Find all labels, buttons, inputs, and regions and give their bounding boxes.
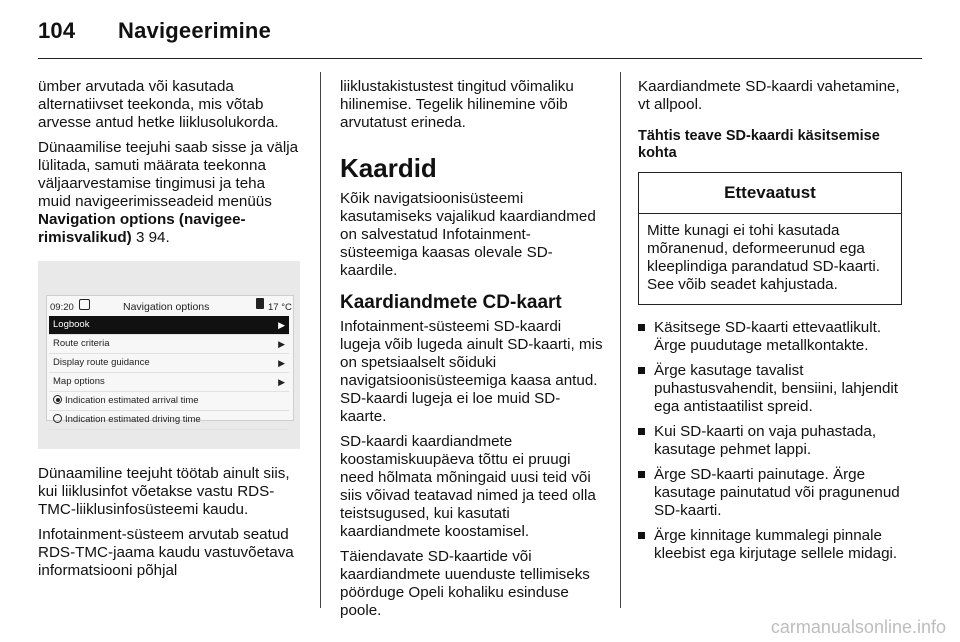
list-item (638, 362, 902, 416)
column-3 (638, 78, 902, 570)
radio-arrival-time[interactable] (49, 392, 289, 411)
column-divider (320, 72, 321, 608)
chevron-right-icon: ▶ (278, 339, 285, 349)
chevron-right-icon: ▶ (278, 320, 285, 330)
bullet-square-icon (638, 367, 645, 374)
paragraph: SD-kaardi kaardiandmete koostamiskuupäeva tõttu ei pruugi need hõlmata mõningaid uusi teid või siis võivad teatavad nimed ja teed olla teistsugused, kui kasutati kaardiandmete koostamisel. (340, 433, 596, 540)
menu-item-logbook[interactable] (49, 316, 289, 335)
watermark: carmanualsonline.info (770, 617, 946, 637)
list-item-text: Ärge SD-kaarti painutage. Ärge kasutage painutatud või pragunenud SD-kaarti. (654, 466, 900, 519)
list-item (638, 423, 902, 459)
bullet-square-icon (638, 324, 645, 331)
paragraph: Kõik navigatsioonisüsteemi kasutamiseks vajalikud kaardiandmed on salvestatud Infotainment-süsteemiga kaasas olevale SD-kaardile. (340, 190, 596, 279)
bullet-square-icon (638, 532, 645, 539)
paragraph: Infotainment-süsteem arvutab seatud RDS-TMC-jaama kaudu vastuvõetava informatsiooni põhjal (38, 526, 294, 579)
radio-label: Indication estimated driving time (65, 414, 201, 425)
list-item-text: Ärge kinnitage kummalegi pinnale kleebist ega kirjutage sellele midagi. (654, 527, 898, 562)
caution-body: Mitte kunagi ei tohi kasutada mõranenud, deformeerunud ega kleeplindiga parandatud SD-kaarti. See võib seadet kahjustada. (647, 222, 881, 293)
list-item-text: Käsitsege SD-kaarti ettevaatlikult. Ärge puudutage metallkontakte. (654, 319, 882, 354)
caution-box (638, 172, 902, 305)
page-reference: 3 94. (135, 229, 170, 246)
menu-item-map-options[interactable] (49, 373, 289, 392)
paragraph: Täiendavate SD-kaartide või kaardiandmete uuenduste tellimiseks pöörduge Opeli kohaliku esinduse poole. (340, 548, 590, 619)
menu-item-label: Logbook (53, 319, 90, 330)
chevron-right-icon: ▶ (278, 358, 285, 368)
chevron-right-icon: ▶ (278, 377, 285, 387)
header-rule (38, 58, 922, 59)
page-title: Navigeerimine (118, 18, 272, 43)
screen-title: Navigation options (123, 301, 210, 313)
caution-title: Ettevaatust (639, 173, 901, 214)
paragraph: Infotainment-süsteemi SD-kaardi lugeja võib lugeda ainult SD-kaarti, mis on spetsiaalselt sõiduki navigatsioonisüsteemiga kaasa antud. SD-kaardi lugeja ei loe muid SD-kaarte. (340, 318, 603, 425)
paragraph: Kaardiandmete SD-kaardi vahetamine, vt allpool. (638, 78, 900, 113)
paragraph: Dünaamiline teejuht töötab ainult siis, kui liiklusinfot võetakse vastu RDS-TMC-liiklusinfosüsteemi kaudu. (38, 465, 290, 518)
text: Dünaamilise teejuhi saab sisse ja välja lülitada, samuti määrata teekonna väljaarvestamise tingimusi ja teha muid navigeerimisseadeid menüüs (38, 139, 299, 210)
paragraph: ümber arvutada või kasutada alternatiivset teekonda, mis võtab arvesse antud hetke liiklusolukorda. (38, 78, 279, 131)
menu-reference: Navigation options (navigee-rimisvalikud) (38, 211, 246, 246)
subsection-heading: Tähtis teave SD-kaardi käsitsemise kohta (638, 128, 880, 161)
page-header (38, 18, 271, 44)
phone-icon (256, 298, 264, 309)
status-bar (47, 296, 293, 314)
screenshot-navigation-options (38, 261, 300, 449)
menu-item-label: Display route guidance (53, 357, 150, 368)
menu-item-display-route-guidance[interactable] (49, 354, 289, 373)
display-screen (46, 295, 294, 425)
page-number: 104 (38, 18, 76, 43)
clock-time: 09:20 (50, 302, 74, 313)
list-item (638, 466, 902, 520)
radio-driving-time[interactable] (49, 411, 289, 430)
menu-item-route-criteria[interactable] (49, 335, 289, 354)
temperature: 17 °C (268, 302, 292, 313)
column-2 (340, 78, 604, 627)
list-item (638, 319, 902, 355)
bullet-list (638, 319, 902, 563)
section-heading: Kaardid (340, 153, 437, 183)
paragraph: liiklustakistustest tingitud võimaliku hilinemise. Tegelik hilinemine võib arvutatust erineda. (340, 78, 574, 131)
list-item (638, 527, 902, 563)
bullet-square-icon (638, 428, 645, 435)
column-divider (620, 72, 621, 608)
paragraph (38, 139, 300, 247)
menu-item-label: Map options (53, 376, 105, 387)
menu-item-label: Route criteria (53, 338, 110, 349)
subsection-heading: Kaardiandmete CD-kaart (340, 292, 562, 313)
column-1 (38, 78, 300, 587)
radio-selected-icon (53, 395, 62, 404)
radio-unselected-icon (53, 414, 62, 423)
radio-label: Indication estimated arrival time (65, 395, 199, 406)
bullet-square-icon (638, 471, 645, 478)
list-item-text: Ärge kasutage tavalist puhastusvahendit, bensiini, lahjendit ega antistaatilist spreid. (654, 362, 899, 415)
options-menu (49, 316, 289, 430)
list-item-text: Kui SD-kaarti on vaja puhastada, kasutage pehmet lappi. (654, 423, 877, 458)
clock-icon (79, 299, 90, 310)
